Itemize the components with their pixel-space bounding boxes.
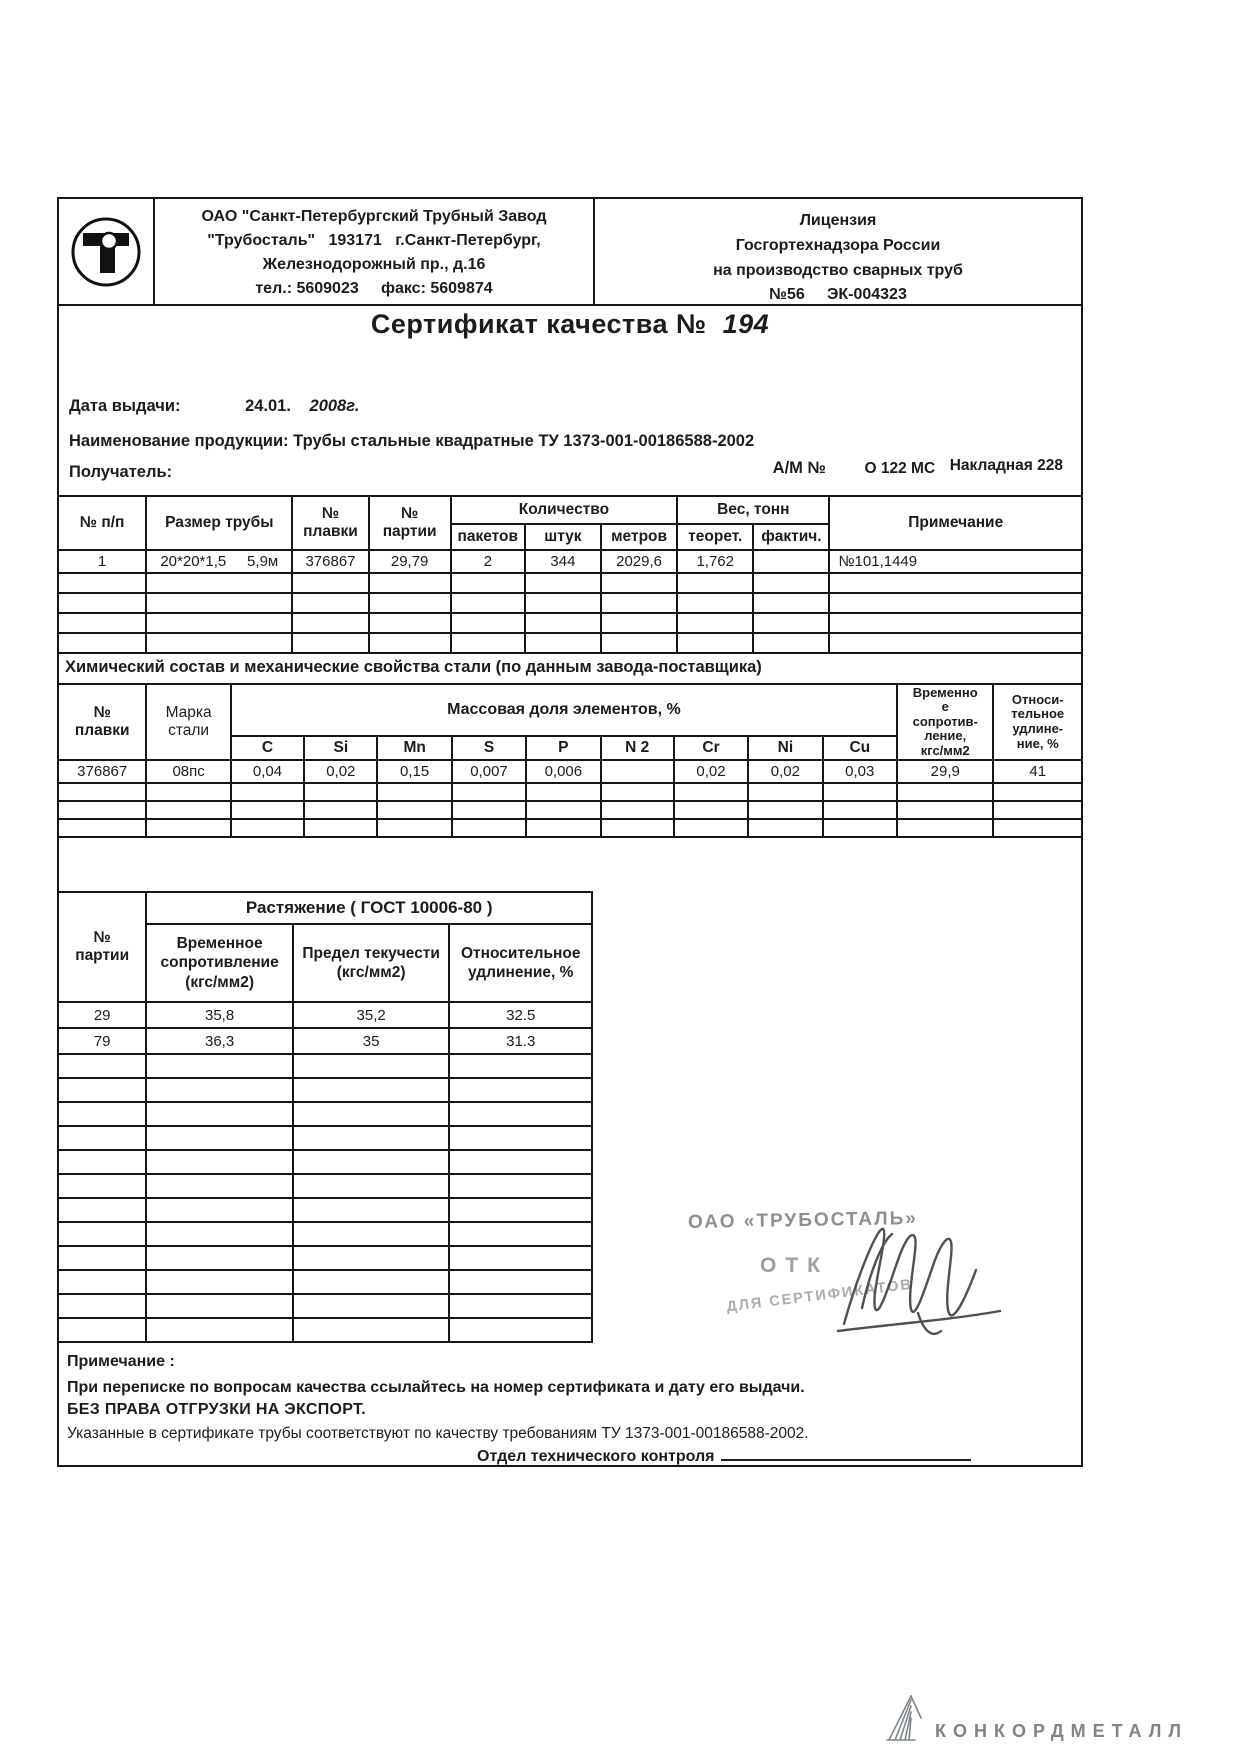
empty-cell — [58, 1222, 146, 1246]
empty-cell — [753, 633, 829, 653]
col-header-theoretical: теорет. — [677, 524, 753, 550]
empty-cell — [58, 593, 146, 613]
empty-cell — [146, 1270, 293, 1294]
cell-note: №101,1449 — [829, 550, 1082, 573]
empty-cell — [897, 783, 993, 801]
trubostal-logo-icon — [68, 214, 144, 290]
empty-cell — [293, 1054, 450, 1078]
empty-cell — [451, 613, 525, 633]
col-header-tensile-strength — [897, 684, 993, 760]
empty-cell — [449, 1078, 592, 1102]
empty-row — [58, 1126, 592, 1150]
empty-cell — [449, 1222, 592, 1246]
footer-brand-block — [881, 1694, 1188, 1742]
empty-cell — [601, 573, 677, 593]
company-line: ОАО "Санкт-Петербургский Трубный Завод — [201, 208, 547, 225]
empty-cell — [58, 1126, 146, 1150]
empty-cell — [377, 819, 451, 837]
empty-cell — [58, 1102, 146, 1126]
product-name-line: Наименование продукции: Трубы стальные квадратные ТУ 1373-001-00186588-2002 — [69, 432, 755, 450]
elongation-header-line: тельное — [1011, 706, 1065, 722]
empty-cell — [674, 783, 748, 801]
issue-date-value: 24.01. — [245, 397, 291, 415]
empty-cell — [146, 1150, 293, 1174]
empty-cell — [449, 1246, 592, 1270]
empty-cell — [231, 801, 304, 819]
empty-cell — [304, 801, 377, 819]
empty-cell — [525, 613, 601, 633]
empty-cell — [526, 801, 600, 819]
empty-cell — [526, 783, 600, 801]
col-header-batch-line: партии — [382, 523, 437, 540]
col-header-melt-number — [292, 496, 368, 550]
cell-Cr: 0,02 — [674, 760, 748, 783]
handwritten-signature — [822, 1212, 1012, 1342]
empty-cell — [449, 1270, 592, 1294]
col-header-tensile-strength: Временное сопротивление (кгс/мм2) — [146, 924, 293, 1002]
empty-cell — [753, 593, 829, 613]
empty-cell — [293, 1102, 450, 1126]
empty-cell — [748, 801, 822, 819]
empty-row — [58, 1318, 592, 1342]
empty-cell — [897, 801, 993, 819]
empty-cell — [449, 1054, 592, 1078]
tensile-header-line: кгс/мм2 — [920, 742, 970, 758]
empty-cell — [293, 1198, 450, 1222]
empty-cell — [677, 633, 753, 653]
pipes-data-row — [58, 550, 1082, 573]
empty-cell — [293, 1174, 450, 1198]
empty-cell — [451, 633, 525, 653]
empty-cell — [146, 1198, 293, 1222]
empty-cell — [526, 819, 600, 837]
empty-cell — [449, 1102, 592, 1126]
empty-cell — [449, 1198, 592, 1222]
empty-cell — [58, 613, 146, 633]
empty-cell — [823, 801, 897, 819]
empty-cell — [993, 801, 1082, 819]
col-header-relative-elongation — [993, 684, 1082, 760]
note-label: Примечание : — [67, 1353, 175, 1370]
empty-cell — [58, 1246, 146, 1270]
empty-cell — [293, 1270, 450, 1294]
empty-row — [58, 801, 1082, 819]
cell-weight-theoretical: 1,762 — [677, 550, 753, 573]
empty-cell — [601, 819, 674, 837]
license-line: Госгортехнадзора России — [735, 236, 941, 254]
empty-cell — [146, 1078, 293, 1102]
empty-cell — [146, 1246, 293, 1270]
stamp-for-certificates: ДЛЯ СЕРТИФИКАТОВ — [725, 1276, 914, 1316]
empty-cell — [525, 573, 601, 593]
col-header-element-Si: Si — [304, 736, 377, 760]
cell-elongation: 31.3 — [449, 1028, 592, 1054]
empty-cell — [449, 1150, 592, 1174]
cell-weight-actual — [753, 550, 829, 573]
elongation-header-line: удлине- — [1012, 721, 1064, 736]
empty-cell — [748, 819, 822, 837]
empty-cell — [146, 801, 230, 819]
waybill-value: Накладная 228 — [949, 457, 1063, 474]
empty-cell — [753, 573, 829, 593]
cell-elongation: 32.5 — [449, 1002, 592, 1028]
empty-cell — [677, 573, 753, 593]
cell-melt-number: 376867 — [292, 550, 368, 573]
empty-row — [58, 593, 1082, 613]
empty-row — [58, 783, 1082, 801]
empty-cell — [58, 801, 146, 819]
tension-test-table — [57, 891, 593, 1343]
cell-S: 0,007 — [452, 760, 526, 783]
col-header-grade-line: стали — [168, 722, 210, 739]
quality-control-dept-label: Отдел технического контроля — [477, 1448, 715, 1465]
cell-batch: 29 — [58, 1002, 146, 1028]
empty-cell — [231, 783, 304, 801]
empty-cell — [292, 593, 368, 613]
empty-cell — [292, 573, 368, 593]
empty-cell — [677, 593, 753, 613]
empty-row — [58, 1198, 592, 1222]
empty-cell — [292, 633, 368, 653]
empty-cell — [829, 573, 1082, 593]
company-logo-cell — [59, 199, 155, 304]
col-header-yield-strength: Предел текучести (кгс/мм2) — [293, 924, 450, 1002]
empty-row — [58, 633, 1082, 653]
cell-tensile: 36,3 — [146, 1028, 293, 1054]
empty-cell — [58, 1078, 146, 1102]
col-header-melt-line: № — [93, 704, 111, 721]
empty-cell — [58, 1318, 146, 1342]
col-header-element-Cu: Cu — [823, 736, 897, 760]
empty-row — [58, 1102, 592, 1126]
col-header-actual: фактич. — [753, 524, 829, 550]
cell-packs: 2 — [451, 550, 525, 573]
issue-date-label: Дата выдачи: — [69, 397, 181, 415]
col-header-melt-number — [58, 684, 146, 760]
empty-cell — [677, 613, 753, 633]
license-line: Лицензия — [799, 212, 877, 229]
empty-cell — [829, 613, 1082, 633]
empty-row — [58, 1294, 592, 1318]
col-header-batch-line: № — [93, 929, 111, 946]
company-line: тел.: 5609023 факс: 5609874 — [255, 280, 493, 297]
cell-N2 — [601, 760, 674, 783]
col-header-melt-line: № — [321, 505, 340, 522]
empty-cell — [377, 783, 451, 801]
cell-Cu: 0,03 — [823, 760, 897, 783]
col-header-element-Mn: Mn — [377, 736, 451, 760]
tension-data-row — [58, 1028, 592, 1054]
col-header-element-N2: N 2 — [601, 736, 674, 760]
col-header-pipe-size: Размер трубы — [146, 496, 292, 550]
vehicle-number-label: А/М № — [772, 459, 826, 477]
empty-cell — [449, 1294, 592, 1318]
col-header-weight-group: Вес, тонн — [677, 496, 829, 524]
empty-cell — [674, 819, 748, 837]
vehicle-number-value: О 122 МС — [864, 460, 936, 477]
issue-date-year: 2008г. — [309, 397, 360, 415]
footer-brand-text: КОНКОРДМЕТАЛЛ — [934, 1721, 1188, 1741]
empty-cell — [146, 573, 292, 593]
empty-cell — [293, 1318, 450, 1342]
empty-cell — [58, 783, 146, 801]
issue-date-line — [69, 397, 359, 416]
empty-cell — [292, 613, 368, 633]
empty-cell — [58, 573, 146, 593]
chemical-section-title: Химический состав и механические свойства стали (по данным завода-поставщика) — [65, 658, 762, 676]
empty-cell — [146, 819, 230, 837]
chemical-table — [57, 683, 1083, 838]
cell-yield: 35,2 — [293, 1002, 450, 1028]
empty-row — [58, 1246, 592, 1270]
tension-data-row — [58, 1002, 592, 1028]
col-header-relative-elongation: Относительное удлинение, % — [449, 924, 592, 1002]
col-header-steel-grade — [146, 684, 230, 760]
license-line: на производство сварных труб — [713, 261, 963, 279]
empty-row — [58, 1078, 592, 1102]
cell-batch-number: 29,79 — [369, 550, 451, 573]
col-header-batch-number — [58, 892, 146, 1002]
cell-Ni: 0,02 — [748, 760, 822, 783]
stamp-company-name: ОАО «ТРУБОСТАЛЬ» — [687, 1207, 919, 1234]
concord-metal-logo-icon — [881, 1694, 923, 1742]
empty-cell — [525, 593, 601, 613]
empty-cell — [449, 1318, 592, 1342]
empty-cell — [58, 1294, 146, 1318]
empty-cell — [58, 1174, 146, 1198]
company-line: Железнодорожный пр., д.16 — [262, 256, 486, 273]
cell-Mn: 0,15 — [377, 760, 451, 783]
empty-cell — [601, 613, 677, 633]
empty-row — [58, 1150, 592, 1174]
cell-yield: 35 — [293, 1028, 450, 1054]
stamp-otk: ОТК — [760, 1254, 829, 1277]
cell-melt-number: 376867 — [58, 760, 146, 783]
empty-cell — [369, 573, 451, 593]
notes-block — [67, 1353, 1073, 1466]
empty-cell — [146, 1126, 293, 1150]
signature-line — [721, 1445, 971, 1461]
empty-row — [58, 1174, 592, 1198]
empty-cell — [829, 593, 1082, 613]
empty-row — [58, 1222, 592, 1246]
col-header-pieces: штук — [525, 524, 601, 550]
empty-cell — [58, 1054, 146, 1078]
cell-Si: 0,02 — [304, 760, 377, 783]
col-header-grade-line: Марка — [165, 704, 212, 721]
empty-cell — [449, 1126, 592, 1150]
empty-cell — [452, 783, 526, 801]
empty-cell — [58, 633, 146, 653]
empty-cell — [58, 1270, 146, 1294]
col-header-note: Примечание — [829, 496, 1082, 550]
col-header-quantity-group: Количество — [451, 496, 677, 524]
empty-cell — [146, 593, 292, 613]
empty-cell — [525, 633, 601, 653]
empty-cell — [146, 1318, 293, 1342]
empty-row — [58, 613, 1082, 633]
empty-cell — [58, 1198, 146, 1222]
empty-cell — [829, 633, 1082, 653]
empty-cell — [449, 1174, 592, 1198]
receiver-label: Получатель: — [69, 463, 173, 481]
tensile-header-line: ление, — [924, 728, 967, 744]
col-header-meters: метров — [601, 524, 677, 550]
empty-cell — [674, 801, 748, 819]
empty-cell — [748, 783, 822, 801]
empty-cell — [304, 819, 377, 837]
cell-meters: 2029,6 — [601, 550, 677, 573]
empty-cell — [146, 1054, 293, 1078]
empty-cell — [823, 819, 897, 837]
empty-cell — [146, 613, 292, 633]
empty-cell — [369, 633, 451, 653]
empty-cell — [146, 1174, 293, 1198]
empty-cell — [58, 1150, 146, 1174]
col-header-mass-fraction: Массовая доля элементов, % — [231, 684, 897, 736]
cell-row-number: 1 — [58, 550, 146, 573]
empty-cell — [293, 1294, 450, 1318]
header-band — [59, 199, 1081, 306]
cell-P: 0,006 — [526, 760, 600, 783]
cell-tensile: 35,8 — [146, 1002, 293, 1028]
empty-cell — [293, 1078, 450, 1102]
col-header-row-number: № п/п — [58, 496, 146, 550]
col-header-melt-line: плавки — [74, 722, 130, 739]
empty-cell — [993, 783, 1082, 801]
empty-cell — [451, 593, 525, 613]
company-address-block — [155, 199, 595, 304]
col-header-batch-line: партии — [75, 947, 130, 964]
empty-cell — [897, 819, 993, 837]
empty-row — [58, 1270, 592, 1294]
vehicle-waybill-block — [773, 459, 1063, 478]
empty-cell — [452, 819, 526, 837]
empty-cell — [452, 801, 526, 819]
empty-cell — [377, 801, 451, 819]
certificate-title-label: Сертификат качества № — [370, 309, 707, 339]
certificate-title — [59, 309, 1081, 340]
empty-cell — [146, 1222, 293, 1246]
note-line-no-export: БЕЗ ПРАВА ОТГРУЗКИ НА ЭКСПОРТ. — [67, 1401, 367, 1418]
col-header-element-C: C — [231, 736, 304, 760]
license-line: №56 ЭК-004323 — [769, 286, 907, 304]
empty-cell — [293, 1246, 450, 1270]
empty-row — [58, 1054, 592, 1078]
empty-row — [58, 819, 1082, 837]
col-header-element-P: P — [526, 736, 600, 760]
cell-pipe-size: 20*20*1,5 5,9м — [146, 550, 292, 573]
cell-C: 0,04 — [231, 760, 304, 783]
col-header-element-S: S — [452, 736, 526, 760]
cell-batch: 79 — [58, 1028, 146, 1054]
empty-cell — [146, 1294, 293, 1318]
empty-cell — [369, 613, 451, 633]
empty-cell — [231, 819, 304, 837]
empty-cell — [451, 573, 525, 593]
col-header-melt-line: плавки — [303, 523, 358, 540]
note-line-correspondence: При переписке по вопросам качества ссылайтесь на номер сертификата и дату его выдачи. — [67, 1379, 805, 1396]
col-header-batch-number — [369, 496, 451, 550]
pipes-table — [57, 495, 1083, 654]
certificate-number: 194 — [722, 309, 770, 339]
cell-steel-grade: 08пс — [146, 760, 230, 783]
empty-cell — [753, 613, 829, 633]
col-header-batch-line: № — [401, 505, 419, 522]
empty-cell — [293, 1150, 450, 1174]
empty-cell — [146, 1102, 293, 1126]
license-block — [595, 199, 1081, 304]
empty-cell — [993, 819, 1082, 837]
tension-table-title: Растяжение ( ГОСТ 10006-80 ) — [146, 892, 592, 924]
col-header-packs: пакетов — [451, 524, 525, 550]
quality-control-dept-line — [477, 1445, 1073, 1466]
empty-cell — [293, 1126, 450, 1150]
empty-cell — [601, 783, 674, 801]
empty-cell — [146, 783, 230, 801]
empty-cell — [601, 593, 677, 613]
elongation-header-line: Относи- — [1011, 691, 1064, 707]
elongation-header-line: ние, % — [1016, 735, 1059, 751]
tensile-header-line: Временно — [912, 684, 978, 700]
col-header-element-Ni: Ni — [748, 736, 822, 760]
tensile-header-line: е — [941, 699, 949, 715]
cell-tensile-strength: 29,9 — [897, 760, 993, 783]
empty-cell — [601, 633, 677, 653]
note-line-conformity: Указанные в сертификате трубы соответствуют по качеству требованиям ТУ 1373-001-00186588-2002. — [67, 1425, 809, 1442]
empty-cell — [304, 783, 377, 801]
cell-pieces: 344 — [525, 550, 601, 573]
empty-cell — [823, 783, 897, 801]
company-line: "Трубосталь" 193171 г.Санкт-Петербург, — [207, 232, 541, 249]
col-header-element-Cr: Cr — [674, 736, 748, 760]
chemical-data-row — [58, 760, 1082, 783]
empty-cell — [293, 1222, 450, 1246]
empty-cell — [146, 633, 292, 653]
empty-row — [58, 573, 1082, 593]
empty-cell — [369, 593, 451, 613]
empty-cell — [58, 819, 146, 837]
receiver-line — [69, 457, 1071, 482]
cell-relative-elongation: 41 — [993, 760, 1082, 783]
empty-cell — [601, 801, 674, 819]
tensile-header-line: сопротив- — [912, 713, 978, 729]
